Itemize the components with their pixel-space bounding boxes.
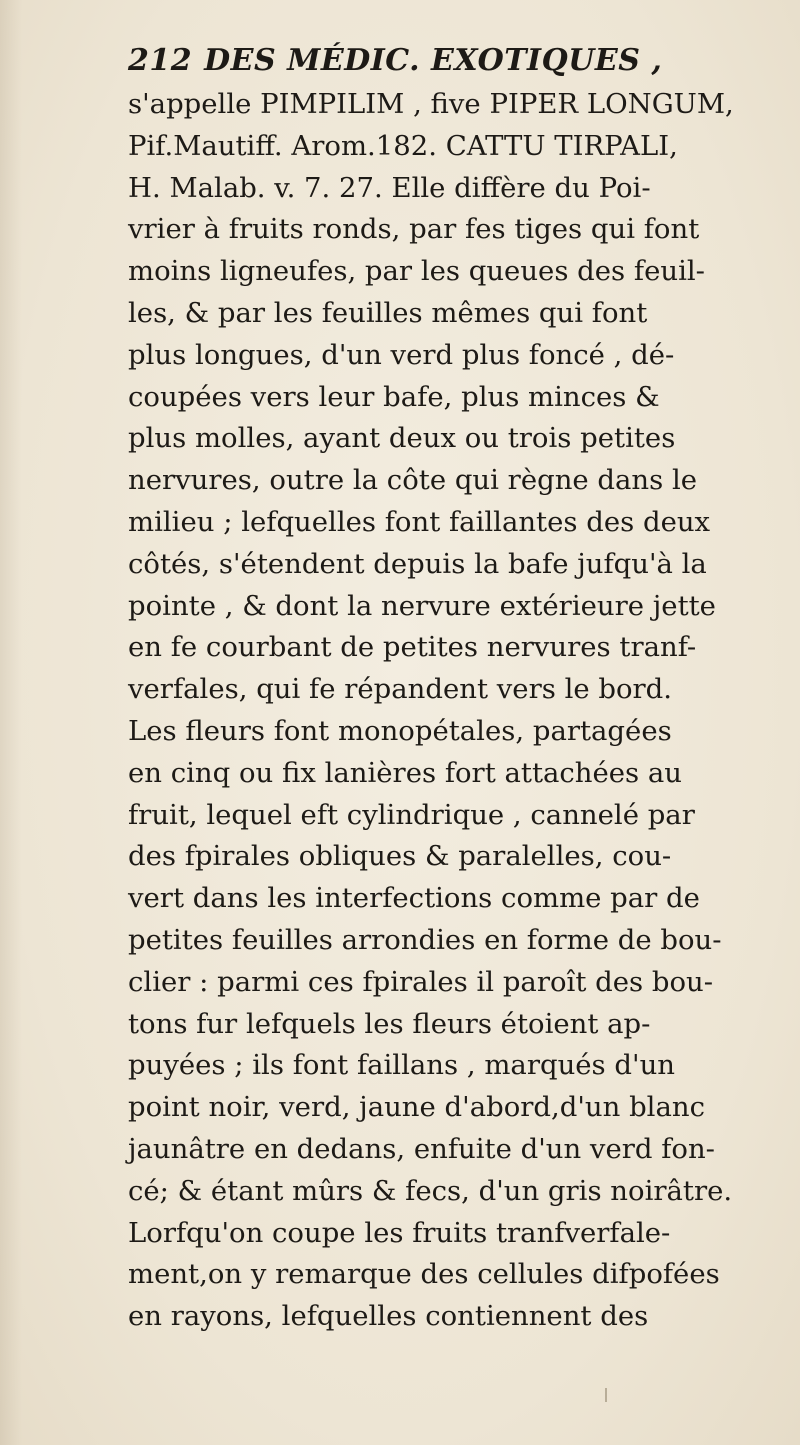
text-line: coupées vers leur bafe, plus minces & (128, 380, 660, 413)
text-line: pointe , & dont la nervure extérieure jette (128, 589, 716, 622)
text-line: en rayons, lefquelles contiennent des (128, 1300, 649, 1333)
running-header (128, 38, 768, 84)
page-number: 212 (128, 43, 193, 78)
text-line: les, & par les feuilles mêmes qui font (128, 296, 648, 329)
text-line: jaunâtre en dedans, enfuite d'un verd fon- (128, 1132, 715, 1165)
text-line: s'appelle PIMPILIM , five PIPER LONGUM, (128, 88, 734, 120)
text-line: en cinq ou fix lanières fort attachées au (128, 756, 683, 789)
text-line: tons fur lefquels les fleurs étoient ap- (128, 1007, 651, 1040)
text-line: côtés, s'étendent depuis la bafe jufqu'à la (128, 547, 707, 580)
text-line: verfales, qui fe répandent vers le bord. (128, 673, 673, 706)
text-line: point noir, verd, jaune d'abord,d'un blanc (128, 1091, 705, 1124)
text-line: plus longues, d'un verd plus foncé , dé- (128, 338, 675, 371)
text-line: petites feuilles arrondies en forme de bou- (128, 923, 722, 956)
text-line: Pif.Mautiff. Arom.182. CATTU TIRPALI, (128, 129, 678, 162)
text-line: moins ligneufes, par les queues des feuil- (128, 255, 705, 288)
text-line: Lorfqu'on coupe les fruits tranfverfale- (128, 1216, 671, 1249)
text-line: en fe courbant de petites nervures tranf- (128, 631, 697, 664)
text-line: milieu ; lefquelles font faillantes des deux (128, 505, 711, 538)
text-line: plus molles, ayant deux ou trois petites (128, 422, 676, 455)
text-line: ment,on y remarque des cellules difpofées (128, 1258, 720, 1291)
text-line: puyées ; ils font faillans , marqués d'un (128, 1049, 675, 1082)
running-title: DES MÉDIC. EXOTIQUES , (204, 43, 663, 78)
text-line: Les fleurs font monopétales, partagées (128, 714, 672, 747)
text-line: fruit, lequel eft cylindrique , cannelé par (128, 798, 695, 831)
text-line: clier : parmi ces fpirales il paroît des bou- (128, 965, 714, 998)
text-line: H. Malab. v. 7. 27. Elle diffère du Poi- (128, 171, 651, 204)
text-line: des fpirales obliques & paralelles, cou- (128, 840, 672, 873)
paper-blemish (605, 1388, 607, 1402)
text-line: vert dans les interfections comme par de (128, 882, 700, 915)
text-line: vrier à fruits ronds, par fes tiges qui font (128, 213, 700, 246)
text-line: nervures, outre la côte qui règne dans le (128, 464, 698, 497)
page-edge-shadow (0, 0, 22, 1445)
text-line: cé; & étant mûrs & fecs, d'un gris noirâtre. (128, 1174, 733, 1207)
page-text (128, 38, 768, 1338)
